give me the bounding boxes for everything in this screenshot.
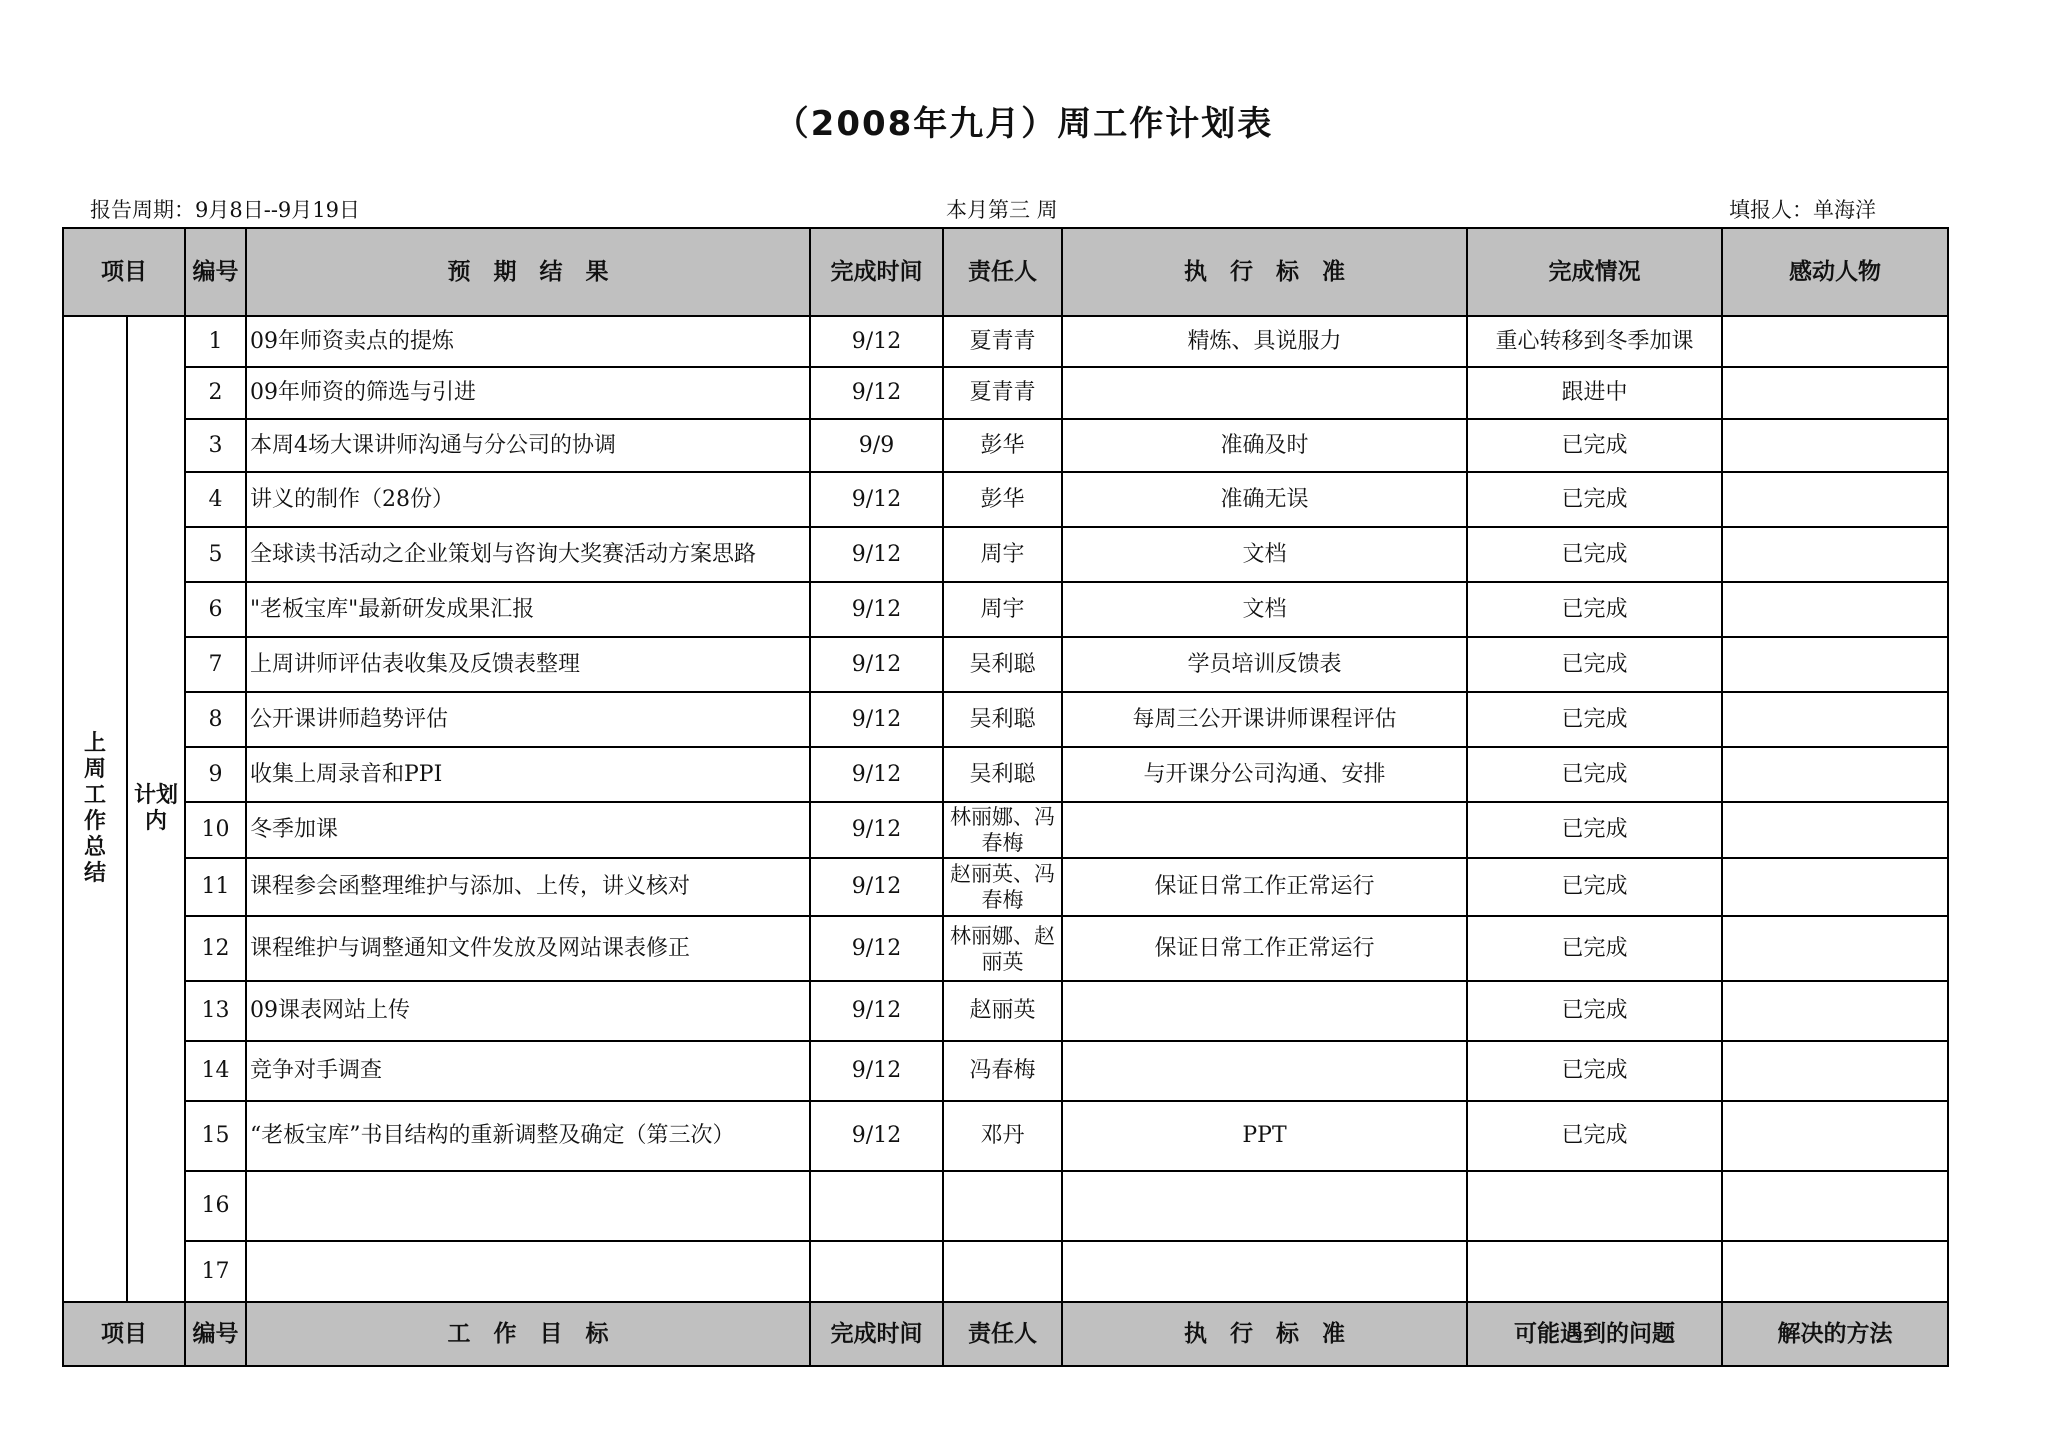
cell-result: 本周4场大课讲师沟通与分公司的协调: [246, 419, 810, 472]
cell-status: 重心转移到冬季加课: [1467, 316, 1722, 367]
cell-time: 9/12: [810, 981, 943, 1041]
cell-result: [246, 1241, 810, 1302]
cell-standard: [1062, 1041, 1467, 1101]
cell-time: 9/12: [810, 582, 943, 637]
cell-number: 12: [185, 916, 246, 981]
header-number: 编号: [185, 228, 246, 316]
section-label: [63, 316, 127, 1302]
cell-touching: [1722, 1171, 1948, 1241]
header-result: 预 期 结 果: [246, 228, 810, 316]
cell-touching: [1722, 981, 1948, 1041]
footer-problems: 可能遇到的问题: [1467, 1302, 1722, 1366]
cell-result: 冬季加课: [246, 802, 810, 858]
footer-project: 项目: [63, 1302, 185, 1366]
cell-time: [810, 1171, 943, 1241]
table-row: [63, 692, 1948, 747]
cell-owner: 彭华: [943, 472, 1062, 527]
cell-standard: 准确及时: [1062, 419, 1467, 472]
cell-number: 16: [185, 1171, 246, 1241]
cell-result: “老板宝库”书目结构的重新调整及确定（第三次）: [246, 1101, 810, 1171]
cell-time: 9/12: [810, 747, 943, 802]
cell-standard: 保证日常工作正常运行: [1062, 858, 1467, 916]
cell-standard: PPT: [1062, 1101, 1467, 1171]
cell-result: 09年师资的筛选与引进: [246, 367, 810, 419]
cell-standard: [1062, 367, 1467, 419]
cell-standard: [1062, 802, 1467, 858]
cell-number: 8: [185, 692, 246, 747]
cell-time: 9/12: [810, 802, 943, 858]
section-label-char: 周: [83, 757, 106, 782]
table-row: [63, 747, 1948, 802]
cell-standard: 与开课分公司沟通、安排: [1062, 747, 1467, 802]
cell-status: 已完成: [1467, 527, 1722, 582]
cell-time: 9/12: [810, 916, 943, 981]
cell-status: 跟进中: [1467, 367, 1722, 419]
cell-status: 已完成: [1467, 1101, 1722, 1171]
cell-number: 4: [185, 472, 246, 527]
week-of-month: 本月第三 周: [946, 198, 1058, 222]
section-sublabel-line: 计划: [133, 783, 178, 808]
cell-standard: 每周三公开课讲师课程评估: [1062, 692, 1467, 747]
footer-solution: 解决的方法: [1722, 1302, 1948, 1366]
cell-owner: [943, 1241, 1062, 1302]
cell-time: 9/12: [810, 367, 943, 419]
cell-status: 已完成: [1467, 472, 1722, 527]
cell-owner: 彭华: [943, 419, 1062, 472]
cell-time: 9/12: [810, 858, 943, 916]
cell-owner: 林丽娜、冯春梅: [943, 802, 1062, 858]
header-row: [63, 228, 1948, 316]
table-row: [63, 802, 1948, 858]
section-sublabel-line: 内: [144, 809, 167, 834]
cell-result: 课程维护与调整通知文件发放及网站课表修正: [246, 916, 810, 981]
header-owner: 责任人: [943, 228, 1062, 316]
cell-touching: [1722, 802, 1948, 858]
cell-touching: [1722, 692, 1948, 747]
cell-status: [1467, 1241, 1722, 1302]
table-row: [63, 1041, 1948, 1101]
cell-owner: 林丽娜、赵丽英: [943, 916, 1062, 981]
cell-status: 已完成: [1467, 419, 1722, 472]
cell-number: 5: [185, 527, 246, 582]
cell-standard: 精炼、具说服力: [1062, 316, 1467, 367]
cell-owner: 冯春梅: [943, 1041, 1062, 1101]
section-label-char: 结: [83, 861, 106, 886]
cell-standard: [1062, 981, 1467, 1041]
footer-goal: 工 作 目 标: [246, 1302, 810, 1366]
cell-touching: [1722, 527, 1948, 582]
cell-owner: 赵丽英: [943, 981, 1062, 1041]
cell-standard: [1062, 1241, 1467, 1302]
cell-status: 已完成: [1467, 858, 1722, 916]
cell-result: 09课表网站上传: [246, 981, 810, 1041]
table-row: [63, 981, 1948, 1041]
header-time: 完成时间: [810, 228, 943, 316]
cell-status: 已完成: [1467, 582, 1722, 637]
cell-standard: [1062, 1171, 1467, 1241]
section-sublabel: [127, 316, 185, 1302]
cell-time: 9/9: [810, 419, 943, 472]
cell-owner: 吴利聪: [943, 637, 1062, 692]
cell-touching: [1722, 1241, 1948, 1302]
table-row: [63, 582, 1948, 637]
cell-touching: [1722, 419, 1948, 472]
cell-number: 2: [185, 367, 246, 419]
cell-result: 全球读书活动之企业策划与咨询大奖赛活动方案思路: [246, 527, 810, 582]
cell-result: 公开课讲师趋势评估: [246, 692, 810, 747]
cell-status: 已完成: [1467, 981, 1722, 1041]
table-row: [63, 1241, 1948, 1302]
footer-standard: 执 行 标 准: [1062, 1302, 1467, 1366]
cell-result: 09年师资卖点的提炼: [246, 316, 810, 367]
table-row: [63, 316, 1948, 367]
header-touching: 感动人物: [1722, 228, 1948, 316]
cell-time: 9/12: [810, 1101, 943, 1171]
cell-standard: 准确无误: [1062, 472, 1467, 527]
cell-number: 13: [185, 981, 246, 1041]
cell-number: 14: [185, 1041, 246, 1101]
cell-time: 9/12: [810, 472, 943, 527]
cell-number: 6: [185, 582, 246, 637]
cell-touching: [1722, 858, 1948, 916]
cell-touching: [1722, 1101, 1948, 1171]
cell-touching: [1722, 747, 1948, 802]
cell-result: "老板宝库"最新研发成果汇报: [246, 582, 810, 637]
table-row: [63, 527, 1948, 582]
cell-owner: 吴利聪: [943, 747, 1062, 802]
cell-result: 收集上周录音和PPI: [246, 747, 810, 802]
table-row: [63, 472, 1948, 527]
footer-row: [63, 1302, 1948, 1366]
cell-result: 上周讲师评估表收集及反馈表整理: [246, 637, 810, 692]
table-row: [63, 1171, 1948, 1241]
cell-touching: [1722, 472, 1948, 527]
cell-touching: [1722, 316, 1948, 367]
cell-owner: 夏青青: [943, 316, 1062, 367]
cell-touching: [1722, 637, 1948, 692]
cell-number: 10: [185, 802, 246, 858]
cell-time: 9/12: [810, 316, 943, 367]
cell-result: 课程参会函整理维护与添加、上传，讲义核对: [246, 858, 810, 916]
cell-status: 已完成: [1467, 692, 1722, 747]
rows-body: [63, 316, 1948, 1302]
section-label-char: 作: [83, 809, 106, 834]
cell-owner: 邓丹: [943, 1101, 1062, 1171]
cell-status: 已完成: [1467, 747, 1722, 802]
cell-status: 已完成: [1467, 1041, 1722, 1101]
footer-time: 完成时间: [810, 1302, 943, 1366]
cell-time: [810, 1241, 943, 1302]
report-period: 报告周期：9月8日--9月19日: [90, 198, 360, 222]
cell-owner: 赵丽英、冯春梅: [943, 858, 1062, 916]
cell-number: 1: [185, 316, 246, 367]
cell-number: 11: [185, 858, 246, 916]
work-plan-table: [62, 227, 1949, 1367]
cell-time: 9/12: [810, 692, 943, 747]
cell-owner: 周宇: [943, 527, 1062, 582]
cell-time: 9/12: [810, 527, 943, 582]
cell-standard: 文档: [1062, 582, 1467, 637]
cell-number: 3: [185, 419, 246, 472]
footer-owner: 责任人: [943, 1302, 1062, 1366]
cell-number: 15: [185, 1101, 246, 1171]
cell-result: 讲义的制作（28份）: [246, 472, 810, 527]
reporter: 填报人：单海洋: [1729, 198, 1876, 222]
cell-standard: 学员培训反馈表: [1062, 637, 1467, 692]
header-status: 完成情况: [1467, 228, 1722, 316]
cell-status: 已完成: [1467, 637, 1722, 692]
cell-touching: [1722, 367, 1948, 419]
table-row: [63, 1101, 1948, 1171]
table-row: [63, 367, 1948, 419]
cell-result: [246, 1171, 810, 1241]
header-standard: 执 行 标 准: [1062, 228, 1467, 316]
cell-touching: [1722, 916, 1948, 981]
cell-status: 已完成: [1467, 916, 1722, 981]
cell-status: [1467, 1171, 1722, 1241]
cell-number: 7: [185, 637, 246, 692]
table-row: [63, 858, 1948, 916]
cell-result: 竞争对手调查: [246, 1041, 810, 1101]
cell-number: 17: [185, 1241, 246, 1302]
table-row: [63, 637, 1948, 692]
cell-standard: 保证日常工作正常运行: [1062, 916, 1467, 981]
cell-time: 9/12: [810, 1041, 943, 1101]
section-label-char: 工: [83, 783, 106, 808]
cell-touching: [1722, 1041, 1948, 1101]
cell-owner: 吴利聪: [943, 692, 1062, 747]
section-label-char: 总: [83, 835, 106, 860]
cell-time: 9/12: [810, 637, 943, 692]
table-row: [63, 916, 1948, 981]
footer-number: 编号: [185, 1302, 246, 1366]
header-project: 项目: [63, 228, 185, 316]
cell-owner: 夏青青: [943, 367, 1062, 419]
table-row: [63, 419, 1948, 472]
page-title: （2008年九月）周工作计划表: [774, 104, 1274, 144]
cell-owner: [943, 1171, 1062, 1241]
cell-number: 9: [185, 747, 246, 802]
cell-owner: 周宇: [943, 582, 1062, 637]
section-label-char: 上: [83, 731, 106, 756]
cell-status: 已完成: [1467, 802, 1722, 858]
cell-standard: 文档: [1062, 527, 1467, 582]
cell-touching: [1722, 582, 1948, 637]
